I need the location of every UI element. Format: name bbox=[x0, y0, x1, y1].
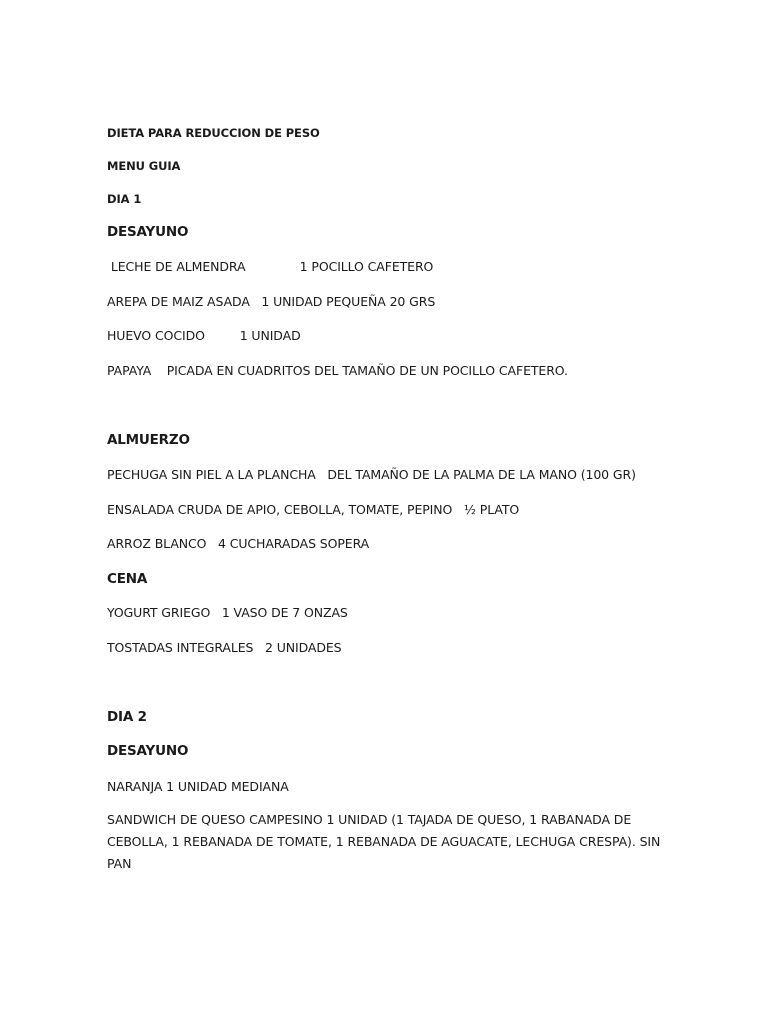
document-subtitle: MENU GUIA bbox=[107, 159, 181, 173]
day-1-dinner-item-1: YOGURT GRIEGO 1 VASO DE 7 ONZAS bbox=[107, 605, 348, 620]
day-1-lunch-item-3: ARROZ BLANCO 4 CUCHARADAS SOPERA bbox=[107, 536, 370, 551]
document-title: DIETA PARA REDUCCION DE PESO bbox=[107, 126, 320, 140]
day-1-label: DIA 1 bbox=[107, 192, 142, 206]
day-1-breakfast-item-3: HUEVO COCIDO 1 UNIDAD bbox=[107, 328, 301, 343]
day-1-dinner-item-2: TOSTADAS INTEGRALES 2 UNIDADES bbox=[107, 640, 342, 655]
day-1-breakfast-heading: DESAYUNO bbox=[107, 224, 189, 240]
day-2-breakfast-heading: DESAYUNO bbox=[107, 743, 189, 759]
day-2-breakfast-item-1: NARANJA 1 UNIDAD MEDIANA bbox=[107, 779, 289, 794]
day-1-breakfast-item-4: PAPAYA PICADA EN CUADRITOS DEL TAMAÑO DE UN POCILLO CAFETERO. bbox=[107, 363, 568, 378]
day-1-lunch-item-2: ENSALADA CRUDA DE APIO, CEBOLLA, TOMATE, PEPINO ½ PLATO bbox=[107, 502, 520, 517]
day-2-breakfast-item-2: SANDWICH DE QUESO CAMPESINO 1 UNIDAD (1 TAJADA DE QUESO, 1 RABANADA DE CEBOLLA, 1 REBANADA DE TOMATE, 1 REBANADA DE AGUACATE, LECHUGA CRESPA). SIN PAN bbox=[107, 812, 661, 871]
day-1-lunch-item-1: PECHUGA SIN PIEL A LA PLANCHA DEL TAMAÑO DE LA PALMA DE LA MANO (100 GR) bbox=[107, 467, 636, 482]
day-1-dinner-heading: CENA bbox=[107, 571, 148, 587]
day-2-label: DIA 2 bbox=[107, 709, 147, 725]
day-1-breakfast-item-1: LECHE DE ALMENDRA 1 POCILLO CAFETERO bbox=[107, 259, 434, 274]
day-1-lunch-heading: ALMUERZO bbox=[107, 432, 190, 448]
day-1-breakfast-item-2: AREPA DE MAIZ ASADA 1 UNIDAD PEQUEÑA 20 GRS bbox=[107, 294, 436, 309]
